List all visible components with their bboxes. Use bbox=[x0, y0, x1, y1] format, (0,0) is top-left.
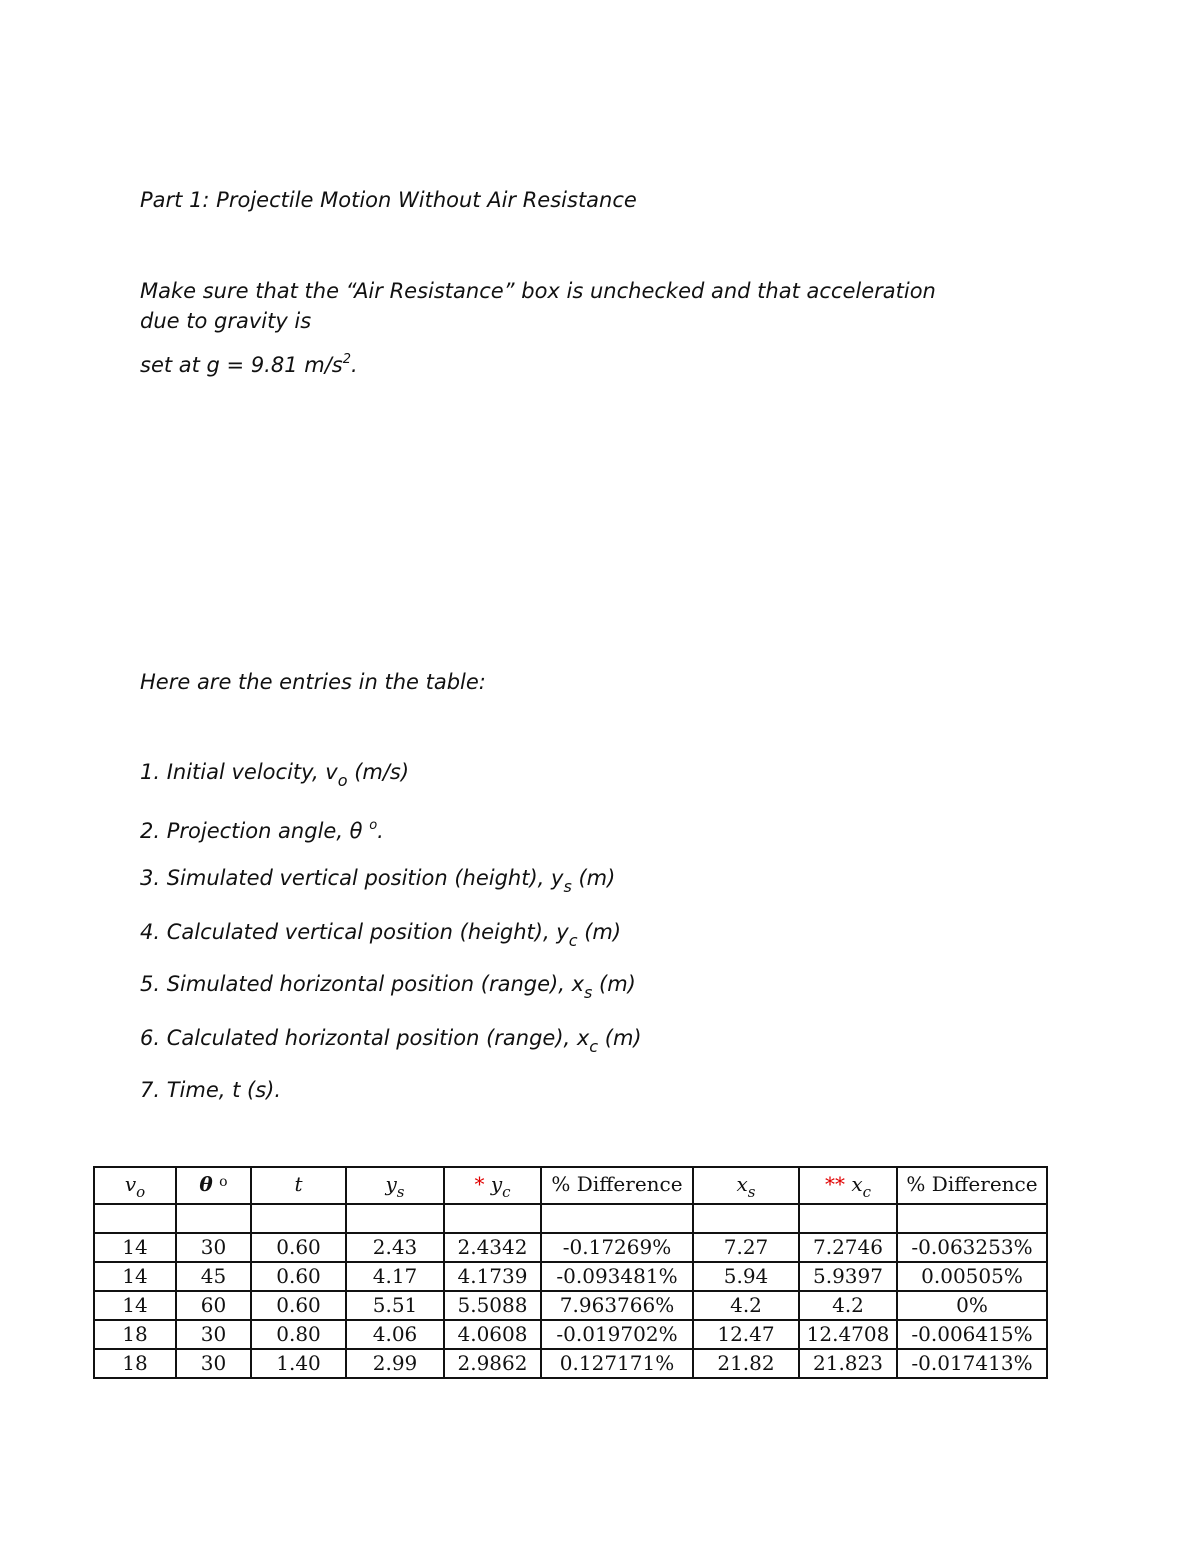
entry-text: 1. Initial velocity, v bbox=[140, 760, 338, 784]
entry-subscript: s bbox=[584, 983, 593, 1002]
double-asterisk: ** bbox=[824, 1172, 845, 1196]
entry-unit: (m) bbox=[571, 866, 616, 890]
entry-text: 2. Projection angle, θ bbox=[140, 819, 370, 843]
entry-item-4 bbox=[140, 918, 621, 948]
table-blank-row bbox=[94, 1204, 1047, 1233]
entry-text: 5. Simulated horizontal position (range), x bbox=[140, 972, 585, 996]
entry-subscript: o bbox=[337, 771, 348, 790]
table-row: 14 45 0.60 4.17 4.1739 -0.093481% 5.94 5.9397 0.00505% bbox=[94, 1262, 1047, 1291]
header-yc: * $y_c$ bbox=[444, 1167, 541, 1204]
table-row: 18 30 0.80 4.06 4.0608 -0.019702% 12.47 12.4708 -0.006415% bbox=[94, 1320, 1047, 1349]
entry-text: 6. Calculated horizontal position (range), x bbox=[140, 1026, 590, 1050]
header-pct-diff-y: % Difference bbox=[541, 1167, 693, 1204]
entry-item-6 bbox=[140, 1024, 642, 1054]
table-row: 14 30 0.60 2.43 2.4342 -0.17269% 7.27 7.2746 -0.063253% bbox=[94, 1233, 1047, 1262]
results-table bbox=[93, 1166, 1048, 1379]
header-pct-diff-x: % Difference bbox=[897, 1167, 1047, 1204]
header-theta: θ $^o$ bbox=[176, 1167, 251, 1204]
header-time: t bbox=[251, 1167, 346, 1204]
entry-unit: (m/s) bbox=[347, 760, 410, 784]
gravity-text: set at g = 9.81 m/s bbox=[140, 353, 343, 377]
entry-subscript: s bbox=[563, 877, 572, 896]
results-table-wrapper bbox=[93, 1166, 1048, 1379]
entry-text: 3. Simulated vertical position (height), y bbox=[140, 866, 564, 890]
entry-superscript: o bbox=[369, 818, 378, 833]
instruction-line-3 bbox=[140, 351, 358, 383]
header-v0: $v_o$ bbox=[94, 1167, 176, 1204]
entry-item-7 bbox=[140, 1076, 281, 1104]
gravity-suffix: . bbox=[351, 353, 358, 377]
entry-item-3 bbox=[140, 864, 615, 894]
entries-intro: Here are the entries in the table: bbox=[140, 670, 486, 694]
part-title: Part 1: Projectile Motion Without Air Resistance bbox=[140, 188, 637, 212]
entry-subscript: c bbox=[568, 931, 578, 950]
instruction-line-2: due to gravity is bbox=[140, 309, 312, 333]
entry-subscript: c bbox=[589, 1037, 599, 1056]
entry-unit: . bbox=[377, 819, 384, 843]
table-row: 18 30 1.40 2.99 2.9862 0.127171% 21.82 21.823 -0.017413% bbox=[94, 1349, 1047, 1378]
header-ys: $y_s$ bbox=[346, 1167, 444, 1204]
single-asterisk: * bbox=[474, 1172, 485, 1196]
header-xc: ** $x_c$ bbox=[799, 1167, 897, 1204]
gravity-exponent: 2 bbox=[342, 352, 352, 367]
entry-text: 7. Time, t (s). bbox=[140, 1078, 282, 1102]
entry-unit: (m) bbox=[577, 920, 622, 944]
entry-item-1 bbox=[140, 758, 409, 788]
table-header-row bbox=[94, 1167, 1047, 1204]
table-row: 14 60 0.60 5.51 5.5088 7.963766% 4.2 4.2 0% bbox=[94, 1291, 1047, 1320]
entry-text: 4. Calculated vertical position (height), y bbox=[140, 920, 569, 944]
entry-item-5 bbox=[140, 970, 636, 1000]
entry-item-2 bbox=[140, 817, 384, 849]
entry-unit: (m) bbox=[598, 1026, 642, 1050]
header-xs: $x_s$ bbox=[693, 1167, 799, 1204]
entry-unit: (m) bbox=[592, 972, 636, 996]
instruction-line-1: Make sure that the “Air Resistance” box is unchecked and that acceleration bbox=[140, 279, 936, 303]
